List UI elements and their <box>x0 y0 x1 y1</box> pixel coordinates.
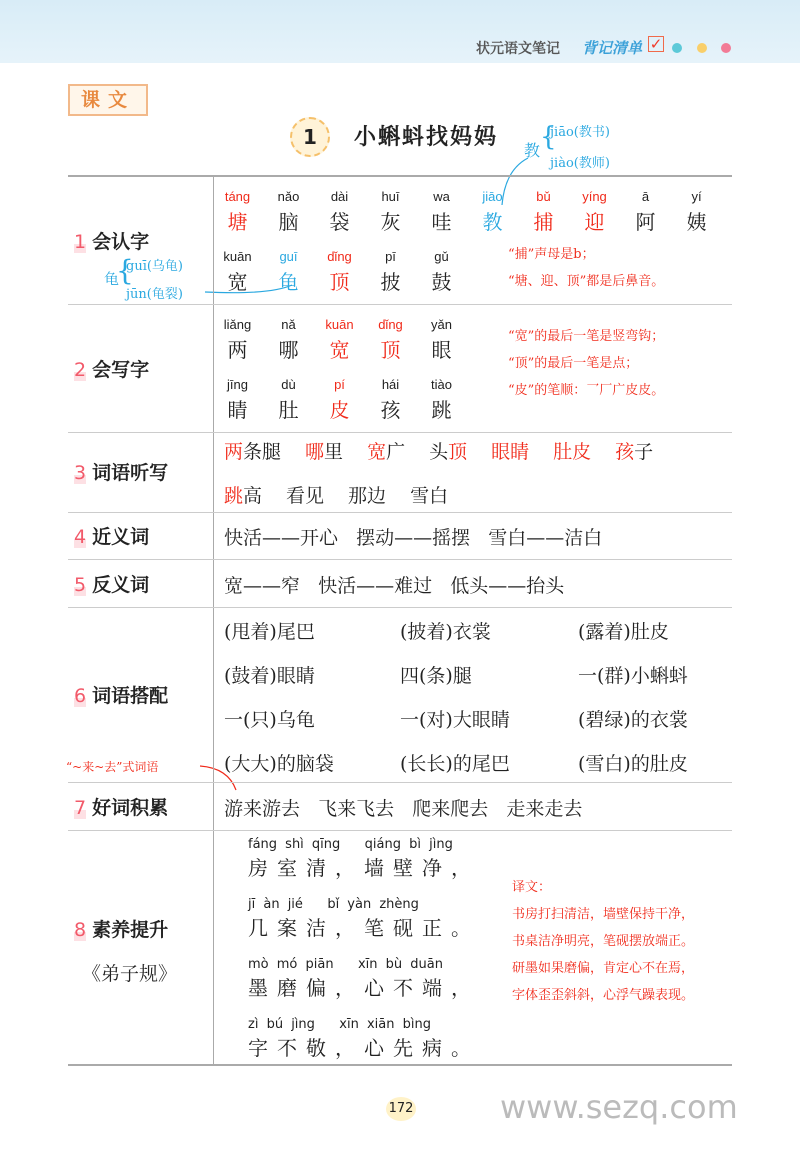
gui-annotation-char: 龟 <box>104 270 120 288</box>
char-cell <box>569 189 620 235</box>
character: 灰 <box>380 210 401 234</box>
note-line: 译文： <box>512 880 552 895</box>
word <box>348 485 386 507</box>
gui-reading-1: guī(乌龟) <box>126 259 183 274</box>
note-line: “皮”的笔顺：乛厂广皮皮。 <box>508 383 665 398</box>
pinyin: jiāo <box>482 189 503 204</box>
word-part: 雪白 <box>410 485 449 507</box>
notes-table <box>68 175 732 1066</box>
char-cell <box>518 189 569 235</box>
dictation-line-1 <box>224 437 677 464</box>
char-cell <box>212 249 263 295</box>
row-label-literacy: 8 素养提升 <box>74 919 169 941</box>
collocation-item: (雪白)的肚皮 <box>578 753 688 775</box>
pinyin: dǐng <box>378 317 403 332</box>
character: 宽 <box>227 270 248 294</box>
antonyms: 宽——窄 快活——难过 低头——抬头 <box>224 575 565 597</box>
char-cell <box>365 189 416 235</box>
character: 披 <box>380 270 401 294</box>
series-title: 背记清单 <box>582 39 643 57</box>
char-cell <box>314 249 365 295</box>
collocation-item: 四(条)腿 <box>400 665 472 687</box>
note-line: “顶”的最后一笔是点； <box>508 356 639 371</box>
checkbox-icon: ✓ <box>649 35 663 53</box>
collocation-item: (甩着)尾巴 <box>224 621 315 643</box>
lesson-title: 小蝌蚪找妈妈 <box>354 125 499 150</box>
character: 迎 <box>584 210 605 234</box>
char-cell <box>365 317 416 363</box>
char-cell <box>263 189 314 235</box>
char-cell <box>314 189 365 235</box>
pinyin: yíng <box>582 189 607 204</box>
pinyin: kuān <box>325 317 354 332</box>
dictation-line-2 <box>224 481 472 508</box>
pinyin: yí <box>691 189 702 204</box>
note-line: 书桌洁净明亮，笔砚摆放端正。 <box>512 934 695 949</box>
word <box>367 441 405 463</box>
word-part: 两 <box>224 441 244 463</box>
character: 皮 <box>329 398 350 422</box>
row-label-write: 2 会写字 <box>74 359 150 381</box>
character: 袋 <box>329 210 350 234</box>
jiao-reading-2: jiào(教师) <box>550 156 610 171</box>
poem-pinyin: zì bú jìng xīn xiān bìng <box>248 1017 431 1032</box>
gui-reading-2: jūn(龟裂) <box>126 287 183 302</box>
poem-line <box>248 1017 480 1061</box>
character: 哪 <box>278 338 299 362</box>
row-label-dictation: 3 词语听写 <box>74 462 169 484</box>
row-label-recognize: 1 会认字 <box>74 231 150 253</box>
write-chars-line-2 <box>212 377 467 423</box>
character: 眼 <box>431 338 452 362</box>
pinyin: dài <box>330 189 349 204</box>
character: 肚 <box>278 398 299 422</box>
char-cell <box>314 317 365 363</box>
word-part: 高 <box>243 485 263 507</box>
char-cell <box>314 377 365 423</box>
collocation-item: (碧绿)的衣裳 <box>578 709 688 731</box>
collocation-item: 一(只)乌龟 <box>224 709 315 731</box>
laiqu-annotation: “~来~去”式词语 <box>66 760 159 774</box>
word <box>491 441 529 463</box>
poem-translation <box>512 874 694 1009</box>
word-part: 那边 <box>348 485 387 507</box>
recognize-notes <box>508 241 664 295</box>
char-cell <box>416 317 467 363</box>
note-line: 书房打扫清洁，墙壁保持干净， <box>512 907 695 922</box>
character: 脑 <box>278 210 299 234</box>
word-part: 顶 <box>448 441 468 463</box>
row-label-synonyms: 4 近义词 <box>74 526 150 548</box>
pinyin: bǔ <box>536 189 551 204</box>
word <box>224 485 262 507</box>
synonyms: 快活——开心 摆动——摇摆 雪白——洁白 <box>224 527 603 549</box>
pinyin: táng <box>224 189 251 204</box>
word <box>305 441 343 463</box>
collocation-item: 一(群)小蝌蚪 <box>578 665 688 687</box>
recognize-chars-line-1 <box>212 189 722 235</box>
pinyin: ā <box>641 189 650 204</box>
pinyin: nǎ <box>281 317 296 332</box>
poem-pinyin: jī àn jié bǐ yàn zhèng <box>248 897 419 912</box>
book-title: 状元语文笔记 <box>476 41 560 57</box>
collocation-item: (大大)的脑袋 <box>224 753 334 775</box>
word <box>429 441 467 463</box>
row-label-antonyms: 5 反义词 <box>74 574 150 596</box>
word-part: 宽 <box>367 441 387 463</box>
word-part: 看见 <box>286 485 325 507</box>
char-cell <box>263 317 314 363</box>
poem-text: 墨磨偏，心不端， <box>248 976 480 1000</box>
collocation-item: 一(对)大眼睛 <box>400 709 510 731</box>
char-cell <box>671 189 722 235</box>
character: 两 <box>227 338 248 362</box>
character: 鼓 <box>431 270 452 294</box>
word <box>410 485 448 507</box>
word-part: 哪 <box>305 441 325 463</box>
good-words: 游来游去 飞来飞去 爬来爬去 走来走去 <box>224 798 583 820</box>
char-cell <box>416 189 467 235</box>
char-cell <box>212 317 263 363</box>
word-part: 子 <box>634 441 654 463</box>
poem-pinyin: fáng shì qīng qiáng bì jìng <box>248 837 453 852</box>
character: 龟 <box>278 270 299 294</box>
char-cell <box>416 249 467 295</box>
pinyin: pī <box>385 249 396 264</box>
pinyin: pí <box>334 377 345 392</box>
jiao-annotation-char: 教 <box>524 141 541 160</box>
character: 顶 <box>329 270 350 294</box>
pinyin: jīng <box>227 377 248 392</box>
note-line: 研墨如果磨偏，肯定心不在焉， <box>512 961 695 976</box>
character: 顶 <box>380 338 401 362</box>
pinyin: nǎo <box>277 189 300 204</box>
poem-line <box>248 897 480 941</box>
word-part: 里 <box>324 441 344 463</box>
word-part: 跳 <box>224 485 244 507</box>
char-cell <box>212 189 263 235</box>
collocation-item: (披着)衣裳 <box>400 621 491 643</box>
word <box>553 441 591 463</box>
note-line: “捕”声母是b； <box>508 247 595 262</box>
collocation-item: (露着)肚皮 <box>578 621 669 643</box>
char-cell <box>365 249 416 295</box>
pinyin: tiào <box>431 377 452 392</box>
note-line: “宽”的最后一笔是竖弯钩； <box>508 329 665 344</box>
note-line: “塘、迎、顶”都是后鼻音。 <box>508 274 665 289</box>
pinyin: dù <box>281 377 296 392</box>
character: 教 <box>482 210 503 234</box>
poem-text: 几案洁，笔砚正。 <box>248 916 480 940</box>
poem-source: 《弟子规》 <box>82 963 178 985</box>
word <box>286 485 324 507</box>
word-part: 头 <box>429 441 449 463</box>
page-number: 172 <box>386 1097 416 1121</box>
section-badge: 课文 <box>68 84 148 116</box>
character: 睛 <box>227 398 248 422</box>
note-line: 字体歪歪斜斜，心浮气躁表现。 <box>512 988 695 1003</box>
char-cell <box>416 377 467 423</box>
poem-line <box>248 837 480 881</box>
poem-text: 房室清，墙壁净， <box>248 856 480 880</box>
pinyin: hái <box>381 377 400 392</box>
pinyin: yǎn <box>431 317 452 332</box>
word-part: 广 <box>386 441 406 463</box>
poem-text: 字不敬，心先病。 <box>248 1036 480 1060</box>
poem-pinyin: mò mó piān xīn bù duān <box>248 957 443 972</box>
word-part: 条腿 <box>243 441 282 463</box>
character: 姨 <box>686 210 707 234</box>
collocation-item: (鼓着)眼睛 <box>224 665 315 687</box>
row-label-collocation: 6 词语搭配 <box>74 685 169 707</box>
word-part: 肚皮 <box>553 441 592 463</box>
jiao-reading-1: jiāo(教书) <box>550 125 610 140</box>
word-part: 眼睛 <box>491 441 530 463</box>
pinyin: gǔ <box>434 249 449 264</box>
pinyin: huī <box>381 189 400 204</box>
character: 跳 <box>431 398 452 422</box>
pinyin: wa <box>433 189 450 204</box>
pinyin: dǐng <box>327 249 352 264</box>
collocation-item: (长长)的尾巴 <box>400 753 510 775</box>
character: 塘 <box>227 210 248 234</box>
character: 阿 <box>635 210 656 234</box>
pinyin: kuān <box>223 249 252 264</box>
char-cell <box>620 189 671 235</box>
character: 宽 <box>329 338 350 362</box>
pinyin: guī <box>279 249 298 264</box>
char-cell <box>263 377 314 423</box>
write-notes <box>508 323 664 404</box>
poem-line <box>248 957 480 1001</box>
character: 哇 <box>431 210 452 234</box>
char-cell <box>212 377 263 423</box>
char-cell <box>263 249 314 295</box>
char-cell <box>365 377 416 423</box>
row-label-good-words: 7 好词积累 <box>74 797 169 819</box>
write-chars-line-1 <box>212 317 467 363</box>
word <box>615 441 653 463</box>
character: 孩 <box>380 398 401 422</box>
word <box>224 441 281 463</box>
recognize-chars-line-2 <box>212 249 467 295</box>
pinyin: liǎng <box>223 317 252 332</box>
char-cell <box>467 189 518 235</box>
character: 捕 <box>533 210 554 234</box>
lesson-number: 1 <box>290 117 330 157</box>
word-part: 孩 <box>615 441 635 463</box>
watermark: www.sezq.com <box>500 1088 738 1126</box>
